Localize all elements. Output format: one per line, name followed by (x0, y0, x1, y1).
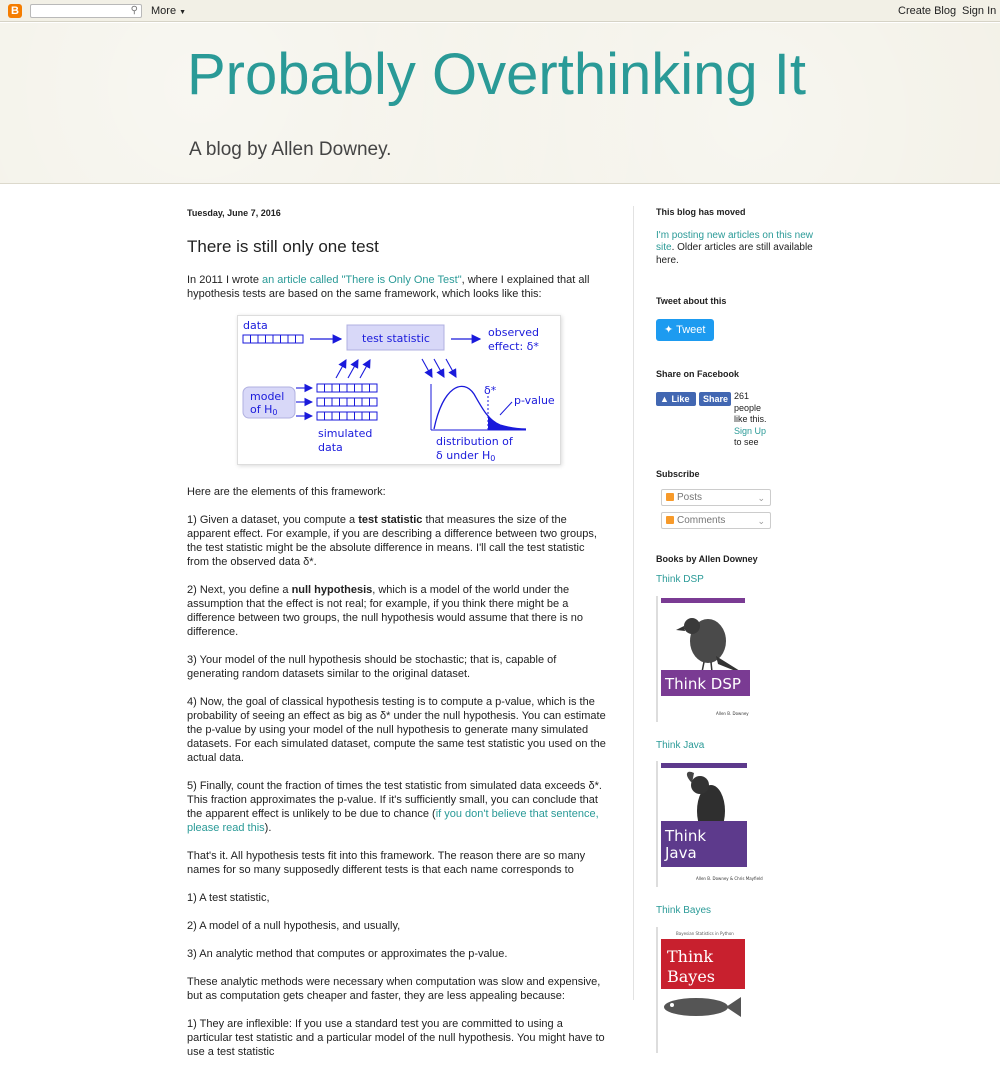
post-paragraph: 4) Now, the goal of classical hypothesis testing is to compute a p-value, which is the probability of seeing an effect as big as δ* under the null hypothesis. You can estimate the p-value by using your model of the null hypothesis to generate many simulated datasets. For each simulated dataset, compute the same test statistic you used on the actual data. (187, 696, 606, 764)
facebook-share-button[interactable]: Share (699, 392, 731, 406)
post-paragraph: Here are the elements of this framework: (187, 486, 386, 498)
svg-text:Allen B. Downey & Chris Mayfie: Allen B. Downey & Chris Mayfield (696, 876, 763, 881)
term-null-hypothesis: null hypothesis (291, 584, 373, 596)
column-divider (633, 206, 634, 1000)
post-date: Tuesday, June 7, 2016 (187, 208, 281, 218)
create-blog-link[interactable]: Create Blog (898, 5, 957, 17)
blog-header (0, 23, 1000, 184)
figure-of-h0: of H0 (250, 403, 278, 417)
post-paragraph: 5) Finally, count the fraction of times the test statistic from simulated data exceeds δ*. This fraction approximates the p-value. If it's sufficiently small, you can conclude that the apparent effect is unlikely to be due to chance (if you don't believe that sentence, please read this). (187, 780, 602, 834)
post-list-item: 3) An analytic method that computes or approximates the p-value. (187, 948, 508, 960)
one-test-article-link[interactable]: an article called "There is Only One Test" (262, 274, 462, 286)
blogger-logo-icon[interactable]: B (8, 4, 22, 18)
widget-title: Share on Facebook (656, 368, 740, 379)
data-array (243, 335, 303, 343)
twitter-bird-icon: ✦ (664, 323, 674, 336)
widget-tweet (656, 295, 816, 341)
cover-title-line1: Think (665, 827, 707, 845)
widget-books (656, 553, 816, 1053)
more-menu[interactable] (151, 5, 186, 17)
distribution-plot (431, 384, 526, 430)
figure-distribution-of: distribution of (436, 435, 513, 448)
magnifier-icon[interactable]: ⚲ (130, 5, 138, 16)
widget-title: Tweet about this (656, 296, 727, 306)
post-paragraph: 2) Next, you define a null hypothesis, which is a model of the world under the assumption that the effect is not real; for example, if you think there might be a difference between two groups, the null hypothesis would assume that there is no difference. (187, 584, 584, 638)
tweet-button[interactable]: ✦ Tweet (656, 319, 714, 341)
svg-text:Bayesian Statistics in Python: Bayesian Statistics in Python (676, 930, 734, 936)
book-link-think-bayes[interactable]: Think Bayes (656, 905, 712, 916)
intro-text: In 2011 I wrote (187, 274, 263, 286)
blog-title[interactable]: Probably Overthinking It (187, 42, 806, 107)
rss-feed-icon (666, 516, 674, 524)
sign-in-link[interactable]: Sign In (962, 5, 997, 17)
cover-title-line1: Think (667, 946, 714, 966)
chevron-down-icon: ⌄ (757, 515, 765, 526)
navbar-search-input[interactable] (30, 4, 142, 18)
book-cover-think-dsp[interactable] (656, 596, 751, 722)
post-paragraph: 1) Given a dataset, you compute a test statistic that measures the size of the apparent effect. For example, if you are describing a difference between two groups, the test statistic might be the absolute difference in means. I'll call the test statistic from the observed data δ*. (187, 514, 597, 568)
read-this-link[interactable]: if you don't believe that sentence, please read this (187, 808, 599, 834)
cover-title: Think DSP (665, 674, 741, 693)
widget-title: Subscribe (656, 469, 700, 479)
cover-title-line2: Java (665, 844, 697, 862)
facebook-signup-link[interactable]: Sign Up (734, 425, 767, 436)
post-paragraph: That's it. All hypothesis tests fit into this framework. The reason there are so many names for so many supposedly different tests is that each name corresponds to (187, 850, 586, 876)
rss-feed-icon (666, 493, 674, 501)
book-cover-think-bayes[interactable] (656, 927, 751, 1053)
figure-delta-under-h0: δ under H0 (436, 449, 496, 463)
book-link-think-java[interactable]: Think Java (656, 739, 705, 751)
subscribe-comments-dropdown[interactable]: Comments ⌄ (661, 512, 771, 529)
new-site-link[interactable]: I'm posting new articles on this new site (656, 229, 813, 253)
subscribe-posts-dropdown[interactable]: Posts ⌄ (661, 489, 771, 506)
post-list-item: 1) A test statistic, (187, 892, 270, 904)
facebook-like-button[interactable]: ▲ Like (656, 392, 696, 406)
widget-subscribe (656, 468, 816, 529)
post-paragraph: 1) They are inflexible: If you use a standard test you are committed to using a particular test statistic and a particular model of the null hypothesis. You might have to use a test statistic (187, 1018, 605, 1058)
post-list-item: 2) A model of a null hypothesis, and usually, (187, 920, 401, 932)
svg-text:Allen B. Downey: Allen B. Downey (716, 710, 749, 716)
sidebar (656, 206, 816, 1071)
term-test-statistic: test statistic (358, 514, 423, 526)
thumbs-up-icon: ▲ (660, 394, 669, 404)
moved-text: . Older articles are still available here. (656, 242, 813, 266)
caret-down-icon: ▼ (179, 9, 187, 16)
book-link-think-dsp[interactable]: Think DSP (656, 574, 704, 585)
figure-simulated: simulated (318, 427, 373, 440)
figure-test-statistic: test statistic (362, 332, 430, 345)
main-column (187, 206, 607, 1073)
widget-facebook (656, 368, 816, 447)
book-cover-think-java[interactable] (656, 761, 763, 887)
post-paragraph: These analytic methods were necessary when computation was slow and expensive, but as computation gets cheaper and faster, they are less appealing because: (187, 976, 601, 1002)
simulated-arrays (317, 384, 377, 420)
figure-data-label: data (243, 319, 268, 332)
figure-model: model (250, 390, 285, 403)
cover-title-line2: Bayes (667, 966, 716, 986)
widget-moved (656, 206, 816, 267)
figure-simulated-data: data (318, 441, 343, 454)
facebook-like-count: 261 people like this. Sign Up to see (734, 391, 767, 447)
chevron-down-icon: ⌄ (757, 492, 765, 503)
figure-p-value: p-value (514, 394, 555, 407)
widget-title: Books by Allen Downey (656, 553, 758, 564)
intro-text-end: , where I explained that all hypothesis tests are based on the same framework, which looks like this: (187, 274, 590, 300)
more-label: More (151, 5, 177, 17)
post-intro (187, 273, 607, 301)
post-paragraph: 3) Your model of the null hypothesis should be stochastic; that is, capable of generating random datasets similar to the original dataset. (187, 654, 557, 680)
widget-title: This blog has moved (656, 207, 746, 217)
post-title[interactable]: There is still only one test (187, 237, 379, 256)
blog-description: A blog by Allen Downey. (189, 139, 392, 160)
figure-observed: observed (488, 326, 539, 339)
figure-effect: effect: δ* (488, 340, 539, 353)
blogger-navbar (0, 0, 1000, 22)
figure-delta-star: δ* (484, 384, 497, 397)
framework-diagram (238, 316, 560, 464)
hypothesis-framework-figure[interactable] (237, 315, 561, 465)
